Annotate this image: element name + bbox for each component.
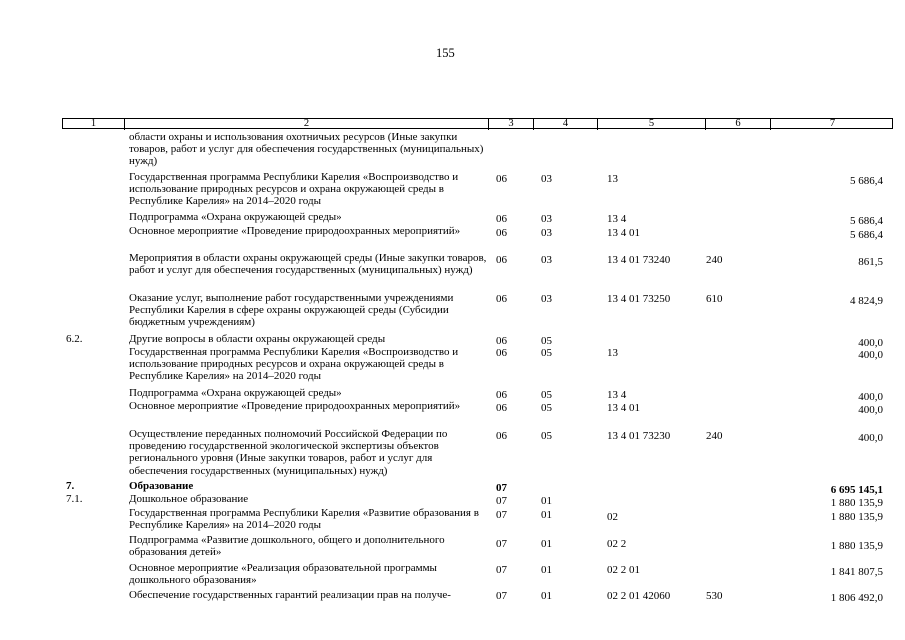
row-amount: 1 880 135,9 (830, 497, 883, 509)
row-rz: 07 (496, 590, 507, 602)
row-description: Основное мероприятие «Проведение природоохранных мероприятий» (129, 225, 461, 237)
column-header-7: 7 (829, 118, 836, 129)
section-number: 6.2. (66, 333, 83, 345)
column-header-3: 3 (489, 119, 534, 130)
row-description: Государственная программа Республики Карелия «Развитие образования в Республике Карелия» на 2014–2020 годы (129, 507, 479, 532)
row-csr: 13 4 01 (607, 402, 640, 414)
row-vr: 610 (706, 293, 723, 305)
row-rz: 06 (496, 227, 507, 239)
row-csr: 02 2 01 (607, 564, 640, 576)
column-header-2: 2 (125, 119, 489, 130)
row-pr: 01 (541, 590, 552, 602)
row-pr: 05 (541, 402, 552, 414)
row-pr: 01 (541, 564, 552, 576)
row-csr: 13 4 01 73250 (607, 293, 671, 305)
table-header (62, 118, 893, 129)
row-description: Образование (129, 480, 194, 492)
row-amount: 1 841 807,5 (830, 566, 883, 578)
row-amount: 1 806 492,0 (830, 592, 883, 604)
row-rz: 07 (496, 564, 507, 576)
row-csr: 13 4 (607, 389, 627, 401)
section-number: 7. (66, 480, 75, 492)
row-csr: 13 4 01 73240 (607, 254, 671, 266)
row-description: Оказание услуг, выполнение работ государственными учреждениями Республики Карелия в сфере охраны окружающей среды (Субсидии бюджетным учреждениям) (129, 292, 454, 329)
row-rz: 06 (496, 347, 507, 359)
row-csr: 02 2 01 42060 (607, 590, 671, 602)
row-csr: 02 2 (607, 538, 627, 550)
row-description: Государственная программа Республики Карелия «Воспроизводство и использование природных ресурсов и охрана окружающей среды в Республике Карелия» на 2014–2020 годы (129, 171, 459, 208)
row-rz: 07 (496, 509, 507, 521)
column-header-1: 1 (63, 119, 125, 130)
row-amount: 400,0 (858, 432, 883, 444)
page-number: 155 (436, 46, 455, 60)
row-amount: 400,0 (858, 391, 883, 403)
row-pr: 01 (541, 495, 552, 507)
row-pr: 05 (541, 335, 552, 347)
row-amount: 400,0 (858, 337, 883, 349)
row-pr: 03 (541, 254, 552, 266)
row-rz: 07 (496, 495, 507, 507)
row-amount: 400,0 (858, 404, 883, 416)
row-rz: 07 (496, 482, 507, 494)
row-rz: 06 (496, 254, 507, 266)
row-csr: 13 (607, 173, 618, 185)
row-description: Подпрограмма «Охрана окружающей среды» (129, 387, 342, 399)
row-csr: 02 (607, 511, 618, 523)
row-amount: 6 695 145,1 (830, 484, 883, 496)
row-rz: 06 (496, 173, 507, 185)
row-rz: 06 (496, 389, 507, 401)
row-vr: 240 (706, 430, 723, 442)
row-rz: 06 (496, 402, 507, 414)
row-rz: 06 (496, 430, 507, 442)
row-amount: 5 686,4 (850, 229, 883, 241)
row-pr: 05 (541, 389, 552, 401)
row-vr: 240 (706, 254, 723, 266)
row-pr: 01 (541, 509, 552, 521)
row-pr: 03 (541, 227, 552, 239)
row-description: Осуществление переданных полномочий Российской Федерации по проведению государственной экологической экспертизы объектов регионального уровня (Иные закупки товаров, работ и услуг для обеспечения государственных (муниципальных) нужд) (129, 428, 448, 477)
row-description: Основное мероприятие «Проведение природоохранных мероприятий» (129, 400, 461, 412)
row-description: Подпрограмма «Развитие дошкольного, общего и дополнительного образования детей» (129, 534, 445, 559)
row-description: Другие вопросы в области охраны окружающей среды (129, 333, 386, 345)
row-amount: 861,5 (858, 256, 883, 268)
row-pr: 03 (541, 213, 552, 225)
row-rz: 06 (496, 335, 507, 347)
column-header-6: 6 (706, 119, 771, 130)
row-amount: 1 880 135,9 (830, 540, 883, 552)
row-description: Обеспечение государственных гарантий реализации прав на получе- (129, 589, 451, 601)
row-pr: 05 (541, 347, 552, 359)
row-rz: 06 (496, 293, 507, 305)
column-header-5: 5 (598, 119, 706, 130)
row-amount: 5 686,4 (850, 215, 883, 227)
row-description: Мероприятия в области охраны окружающей среды (Иные закупки товаров, работ и услуг для обеспечения государственных (муниципальных) нужд) (129, 252, 487, 277)
row-description: Подпрограмма «Охрана окружающей среды» (129, 211, 342, 223)
row-csr: 13 4 01 (607, 227, 640, 239)
section-number: 7.1. (66, 493, 83, 505)
row-description: области охраны и использования охотничьих ресурсов (Иные закупки товаров, работ и услуг для обеспечения государственных (муниципальных) нужд) (129, 131, 484, 168)
row-description: Дошкольное образование (129, 493, 249, 505)
row-description: Государственная программа Республики Карелия «Воспроизводство и использование природных ресурсов и охрана окружающей среды в Республике Карелия» на 2014–2020 годы (129, 346, 459, 383)
row-amount: 4 824,9 (850, 295, 883, 307)
column-header-4: 4 (534, 119, 598, 130)
row-pr: 05 (541, 430, 552, 442)
row-amount: 5 686,4 (850, 175, 883, 187)
row-pr: 03 (541, 293, 552, 305)
row-description: Основное мероприятие «Реализация образовательной программы дошкольного образования» (129, 562, 437, 587)
row-csr: 13 (607, 347, 618, 359)
row-pr: 03 (541, 173, 552, 185)
row-csr: 13 4 (607, 213, 627, 225)
row-amount: 1 880 135,9 (830, 511, 883, 523)
row-csr: 13 4 01 73230 (607, 430, 671, 442)
row-pr: 01 (541, 538, 552, 550)
row-rz: 06 (496, 213, 507, 225)
row-rz: 07 (496, 538, 507, 550)
row-vr: 530 (706, 590, 723, 602)
row-amount: 400,0 (858, 349, 883, 361)
